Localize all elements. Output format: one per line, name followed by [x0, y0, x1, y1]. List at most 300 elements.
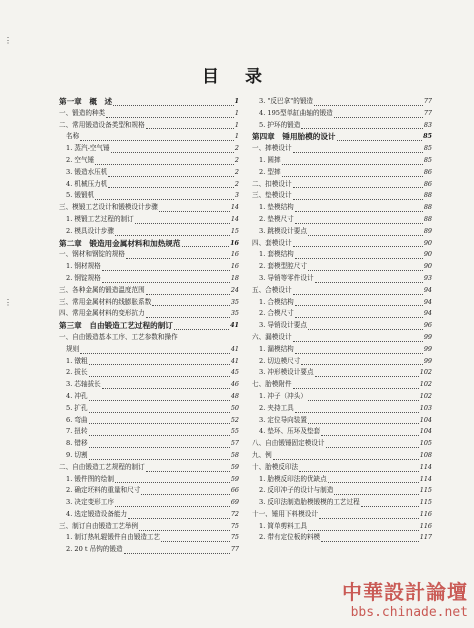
toc-entry-title: 2. 反印冲子的设计与制造 — [259, 486, 334, 495]
toc-entry-page: 59 — [230, 462, 239, 471]
toc-entry-title: 4. 冲孔 — [66, 391, 88, 400]
toc-entry-page: 16 — [230, 238, 239, 247]
leader-dots — [295, 251, 423, 259]
toc-entry-page: 16 — [230, 250, 239, 259]
toc-entry-title: 1. 圆摔 — [259, 155, 281, 164]
toc-entry-page: 86 — [423, 179, 432, 188]
toc-entry-title: 2. 夹持工具 — [259, 403, 294, 412]
toc-entry-page: 108 — [419, 450, 432, 459]
toc-entry-page: 46 — [230, 380, 239, 389]
leader-dots — [95, 192, 234, 200]
toc-entry-title: 5. 锻锻机 — [66, 191, 95, 200]
toc-chapter-entry — [59, 238, 239, 250]
toc-entry-title: 1. 镦粗 — [66, 356, 88, 365]
toc-entry — [252, 426, 432, 438]
toc-entry — [252, 167, 432, 179]
toc-entry-title: 4. 机械压力机 — [66, 179, 108, 188]
leader-dots — [89, 428, 230, 436]
toc-entry-title: 1. 锻件图的绘制 — [66, 474, 114, 483]
toc-entry-title: 7. 扭转 — [66, 427, 88, 436]
leader-dots — [102, 263, 230, 271]
leader-dots — [89, 452, 230, 460]
toc-entry-title: 1. 合模结构 — [259, 297, 294, 306]
margin-mark-middle: ⋮ — [4, 298, 12, 307]
toc-entry-page: 48 — [230, 391, 239, 400]
toc-entry-title: 3. 跳模设计要点 — [259, 226, 307, 235]
leader-dots — [295, 204, 423, 212]
leader-dots — [273, 452, 419, 460]
leader-dots — [293, 192, 423, 200]
leader-dots — [295, 346, 423, 354]
toc-entry — [252, 120, 432, 132]
toc-entry-title: 八、自由锻锤固定模设计 — [252, 439, 325, 448]
toc-entry-title: 十一、锤用下料模设计 — [252, 509, 318, 518]
toc-entry-page: 85 — [423, 155, 432, 164]
toc-entry — [252, 214, 432, 226]
leader-dots — [301, 357, 423, 365]
toc-entry — [59, 143, 239, 155]
leader-dots — [337, 133, 423, 141]
toc-entry-title: 十、胎模反印法 — [252, 462, 299, 471]
toc-entry — [59, 108, 239, 120]
toc-entry-page: 41 — [230, 321, 239, 330]
toc-entry — [252, 509, 432, 521]
leader-dots — [89, 357, 230, 365]
toc-entry — [252, 391, 432, 403]
leader-dots — [321, 534, 419, 542]
toc-entry-page: 50 — [230, 403, 239, 412]
toc-entry-page: 88 — [423, 203, 432, 212]
toc-column-right — [252, 96, 432, 544]
toc-entry — [252, 379, 432, 391]
toc-entry-title: 3. 导销设计要点 — [259, 321, 307, 330]
toc-entry-page: 41 — [230, 344, 239, 353]
toc-entry-title: 2. 20 t 吊钩的锻造 — [66, 545, 123, 554]
toc-entry-title: 2. 空气锤 — [66, 155, 95, 164]
toc-entry-title: 8. 错移 — [66, 439, 88, 448]
toc-entry-title: 第一章 概 述 — [59, 97, 113, 106]
toc-entry — [252, 532, 432, 544]
leader-dots — [293, 334, 423, 342]
leader-dots — [361, 499, 419, 507]
toc-entry-title: 3. 导销等零件设计 — [259, 273, 314, 282]
leader-dots — [308, 523, 419, 531]
toc-entry-title: 一、钢材和钢锭的规格 — [59, 250, 125, 259]
toc-entry-page: 35 — [230, 309, 239, 318]
leader-dots — [321, 428, 419, 436]
leader-dots — [161, 534, 230, 542]
toc-entry-page: 104 — [419, 427, 432, 436]
margin-mark-top: ⋮ — [4, 36, 12, 45]
toc-chapter-entry — [252, 131, 432, 143]
watermark-url: bbs.chinade.net — [350, 605, 468, 620]
toc-entry — [252, 356, 432, 368]
toc-entry-page: 96 — [423, 321, 432, 330]
toc-entry-title: 一、摔模设计 — [252, 144, 292, 153]
toc-entry-page: 105 — [419, 439, 432, 448]
toc-entry-page: 14 — [230, 214, 239, 223]
toc-entry — [59, 249, 239, 261]
toc-entry-page: 1 — [234, 108, 239, 117]
toc-entry-page: 83 — [423, 120, 432, 129]
toc-entry-title: 一、自由锻造基本工序、工艺参数和操作 — [59, 332, 178, 341]
toc-entry-page: 115 — [419, 486, 432, 495]
toc-entry — [252, 96, 432, 108]
toc-entry-page: 94 — [423, 309, 432, 318]
toc-entry-page: 75 — [230, 521, 239, 530]
toc-entry — [59, 297, 239, 309]
toc-entry-title: 三、模锻工艺设计和锻模设计步骤 — [59, 203, 158, 212]
toc-entry-title: 2. 确定坯料的重量和尺寸 — [66, 486, 141, 495]
toc-entry-title: 二、常用锻造设备类型和规格 — [59, 120, 145, 129]
toc-entry-page: 89 — [423, 226, 432, 235]
toc-entry-title: 第四章 锤用胎模的设计 — [252, 132, 336, 142]
toc-entry-title: 2. 套模型腔尺寸 — [259, 262, 307, 271]
toc-entry-title: 一、锻造的种类 — [59, 108, 106, 117]
toc-entry — [59, 497, 239, 509]
toc-entry — [59, 131, 239, 143]
leader-dots — [106, 110, 234, 118]
toc-entry-title: 2. 型摔 — [259, 167, 281, 176]
toc-entry-title: 三、常用金属材料的线膨胀系数 — [59, 297, 152, 306]
toc-entry — [59, 308, 239, 320]
toc-entry-page: 35 — [230, 297, 239, 306]
toc-entry — [59, 190, 239, 202]
leader-dots — [146, 121, 234, 129]
toc-entry — [59, 356, 239, 368]
toc-entry-page: 90 — [423, 262, 432, 271]
toc-entry-page: 117 — [419, 533, 432, 542]
toc-entry-page: 115 — [419, 498, 432, 507]
toc-entry — [252, 450, 432, 462]
toc-entry-title: 2. 带有定位板的料模 — [259, 533, 321, 542]
toc-entry-page: 2 — [234, 155, 239, 164]
leader-dots — [89, 416, 230, 424]
toc-entry-title: 1. 蒸汽-空气锤 — [66, 144, 110, 153]
toc-entry-title: 2. 垫模尺寸 — [259, 214, 294, 223]
leader-dots — [308, 393, 419, 401]
toc-entry-title: 5. 扩孔 — [66, 403, 88, 412]
toc-entry-title: 9. 切割 — [66, 450, 88, 459]
toc-entry — [252, 273, 432, 285]
toc-entry — [59, 462, 239, 474]
toc-entry — [59, 179, 239, 191]
toc-entry — [59, 344, 239, 356]
toc-entry-title: 2. 拔长 — [66, 368, 88, 377]
toc-entry-title: 六、漏模设计 — [252, 332, 292, 341]
toc-entry — [252, 238, 432, 250]
leader-dots — [80, 133, 234, 141]
toc-entry-page: 103 — [419, 403, 432, 412]
leader-dots — [113, 98, 233, 106]
toc-entry-title: 第二章 锻造用金属材料和加热规范 — [59, 238, 181, 248]
toc-entry-page: 57 — [230, 439, 239, 448]
toc-entry — [59, 474, 239, 486]
leader-dots — [308, 322, 423, 330]
toc-entry — [59, 285, 239, 297]
toc-entry-title: 七、胎模附件 — [252, 380, 292, 389]
leader-dots — [328, 475, 419, 483]
watermark — [342, 576, 468, 620]
toc-entry — [59, 120, 239, 132]
toc-entry — [59, 167, 239, 179]
toc-entry-page: 55 — [230, 427, 239, 436]
page-title: 目 录 — [202, 67, 272, 87]
leader-dots — [126, 251, 230, 259]
toc-entry-title: 6. 弯曲 — [66, 415, 88, 424]
toc-entry-title: 4. 195型单缸曲轴的锻造 — [259, 108, 333, 117]
leader-dots — [293, 287, 423, 295]
toc-entry — [59, 438, 239, 450]
toc-entry-page: 99 — [423, 344, 432, 353]
toc-entry-page: 102 — [419, 368, 432, 377]
toc-entry-page: 77 — [423, 97, 432, 105]
toc-entry-page: 102 — [419, 380, 432, 389]
leader-dots — [282, 169, 423, 177]
toc-entry — [59, 214, 239, 226]
toc-entry — [59, 532, 239, 544]
toc-entry-title: 4. 选定锻造设备能力 — [66, 509, 128, 518]
toc-entry-title: 二、自由锻造工艺规程的制订 — [59, 462, 145, 471]
leader-dots — [135, 216, 230, 224]
leader-dots — [102, 275, 230, 283]
toc-entry-title: 名称 — [66, 132, 80, 141]
leader-dots — [115, 499, 230, 507]
toc-entry-page: 41 — [230, 356, 239, 365]
toc-entry-title: 1. 垫模结构 — [259, 203, 294, 212]
leader-dots — [159, 204, 230, 212]
leader-dots — [293, 145, 423, 153]
toc-entry — [252, 403, 432, 415]
leader-dots — [299, 464, 419, 472]
watermark-name: 中華設計論壇 — [342, 580, 468, 604]
leader-dots — [295, 298, 423, 306]
leader-dots — [315, 275, 423, 283]
toc-entry-page: 66 — [230, 486, 239, 495]
toc-entry-page: 116 — [419, 521, 432, 530]
toc-entry — [252, 297, 432, 309]
leader-dots — [295, 310, 423, 318]
toc-entry — [59, 391, 239, 403]
toc-entry — [59, 379, 239, 391]
leader-dots — [141, 487, 230, 495]
toc-entry — [59, 226, 239, 238]
toc-entry-page: 114 — [419, 462, 432, 471]
toc-entry-title: 1. 模锻工艺过程的制订 — [66, 214, 134, 223]
toc-entry-title: 3. 决定变形工序 — [66, 498, 114, 507]
toc-entry-title: 三、制订自由锻造工艺举例 — [59, 521, 139, 530]
toc-entry-page: 69 — [230, 498, 239, 507]
toc-entry-page: 85 — [423, 132, 432, 141]
toc-entry-page: 52 — [230, 415, 239, 424]
toc-entry — [59, 450, 239, 462]
toc-entry-page: 2 — [234, 167, 239, 176]
leader-dots — [182, 239, 230, 247]
toc-entry-page: 85 — [423, 144, 432, 153]
toc-entry-page: 94 — [423, 285, 432, 294]
leader-dots — [334, 110, 423, 118]
toc-entry-page: 114 — [419, 474, 432, 483]
toc-entry-page: 75 — [230, 533, 239, 542]
toc-entry — [252, 367, 432, 379]
toc-entry-title: 3. 冲形模设计要点 — [259, 368, 314, 377]
toc-entry-page: 16 — [230, 262, 239, 271]
toc-entry — [252, 155, 432, 167]
toc-entry-page: 1 — [234, 132, 239, 141]
toc-entry-page: 88 — [423, 214, 432, 223]
toc-entry-title: 1. 套模结构 — [259, 250, 294, 259]
toc-entry — [252, 332, 432, 344]
toc-entry-title: 1. 胎模反印法的优缺点 — [259, 474, 327, 483]
toc-entry-page: 59 — [230, 474, 239, 483]
leader-dots — [128, 511, 230, 519]
leader-dots — [308, 228, 423, 236]
toc-entry — [252, 226, 432, 238]
toc-entry-page: 45 — [230, 368, 239, 377]
toc-entry-title: 九、例 — [252, 450, 272, 459]
toc-entry-page: 1 — [234, 120, 239, 129]
leader-dots — [293, 239, 423, 247]
leader-dots — [108, 180, 234, 188]
toc-entry-page: 24 — [230, 285, 239, 294]
toc-entry-title: 3. 芯轴拔长 — [66, 380, 101, 389]
toc-entry — [252, 285, 432, 297]
toc-entry-page: 99 — [423, 356, 432, 365]
toc-entry-title: 规则 — [66, 344, 80, 353]
toc-entry-title: 3. "反巴拿"的锻造 — [259, 97, 314, 105]
toc-entry-page: 90 — [423, 238, 432, 247]
toc-entry — [59, 509, 239, 521]
toc-entry-title: 三、各种金属的锻造温度范围 — [59, 285, 145, 294]
leader-dots — [95, 157, 234, 165]
leader-dots — [102, 381, 230, 389]
toc-entry-page: 102 — [419, 391, 432, 400]
leader-dots — [295, 216, 423, 224]
toc-entry-page: 15 — [230, 226, 239, 235]
toc-entry — [59, 202, 239, 214]
toc-entry-page: 90 — [423, 250, 432, 259]
toc-entry — [59, 521, 239, 533]
leader-dots — [152, 298, 230, 306]
leader-dots — [124, 546, 230, 554]
toc-entry-title: 4. 垫环、压环及垫套 — [259, 427, 321, 436]
toc-entry-title: 5. 护环的锻造 — [259, 120, 301, 129]
toc-entry-page: 94 — [423, 297, 432, 306]
toc-entry — [59, 332, 239, 344]
toc-chapter-entry — [59, 96, 239, 108]
leader-dots — [89, 369, 230, 377]
toc-entry — [252, 438, 432, 450]
leader-dots — [293, 381, 419, 389]
toc-entry-title: 四、常用金属材料的变形抗力 — [59, 309, 145, 318]
toc-entry-title: 二、扣模设计 — [252, 179, 292, 188]
toc-entry-page: 93 — [423, 273, 432, 282]
toc-entry-page: 2 — [234, 179, 239, 188]
toc-entry — [59, 261, 239, 273]
toc-entry-title: 四、套模设计 — [252, 238, 292, 247]
toc-entry — [252, 462, 432, 474]
toc-entry-page: 72 — [230, 509, 239, 518]
toc-entry — [252, 308, 432, 320]
leader-dots — [89, 393, 230, 401]
toc-entry-title: 第三章 自由锻造工艺过程的制订 — [59, 321, 173, 331]
toc-entry-page: 77 — [423, 108, 432, 117]
leader-dots — [146, 464, 230, 472]
leader-dots — [146, 310, 230, 318]
toc-entry-title: 2. 模具设计步骤 — [66, 226, 114, 235]
toc-entry-title: 2. 钢锭规格 — [66, 273, 101, 282]
toc-entry-page: 2 — [234, 144, 239, 153]
toc-entry — [252, 261, 432, 273]
toc-entry-page: 1 — [234, 97, 239, 105]
toc-entry-page: 104 — [419, 415, 432, 424]
leader-dots — [326, 440, 419, 448]
leader-dots — [179, 334, 238, 341]
toc-entry — [252, 474, 432, 486]
toc-entry — [252, 320, 432, 332]
toc-entry-title: 3. 反印法制造胎模锻模的工艺过程 — [259, 498, 360, 507]
leader-dots — [174, 322, 229, 330]
leader-dots — [334, 487, 418, 495]
toc-entry — [252, 190, 432, 202]
toc-entry-page: 86 — [423, 167, 432, 176]
toc-entry — [252, 497, 432, 509]
toc-entry — [252, 179, 432, 191]
toc-entry-title: 3. 定位导向装置 — [259, 415, 307, 424]
toc-entry-page: 14 — [230, 203, 239, 212]
leader-dots — [89, 405, 230, 413]
toc-entry-title: 1. 冲子（冲头） — [259, 391, 307, 400]
toc-entry-page: 88 — [423, 191, 432, 200]
leader-dots — [301, 121, 423, 129]
leader-dots — [115, 475, 230, 483]
leader-dots — [89, 440, 230, 448]
toc-entry-page: 99 — [423, 332, 432, 341]
leader-dots — [115, 228, 230, 236]
toc-entry-title: 2. 合模尺寸 — [259, 309, 294, 318]
toc-entry — [252, 485, 432, 497]
leader-dots — [308, 263, 423, 271]
toc-entry-page: 58 — [230, 450, 239, 459]
toc-entry-title: 1. 钢材规格 — [66, 262, 101, 271]
toc-entry-page: 3 — [234, 191, 239, 200]
toc-entry — [59, 155, 239, 167]
toc-entry-page: 77 — [230, 545, 239, 554]
leader-dots — [295, 405, 419, 413]
toc-entry-page: 116 — [419, 509, 432, 518]
toc-chapter-entry — [59, 320, 239, 332]
toc-entry — [59, 426, 239, 438]
toc-entry — [59, 367, 239, 379]
toc-entry-title: 1. 漏模结构 — [259, 344, 294, 353]
toc-entry — [59, 403, 239, 415]
toc-entry — [59, 273, 239, 285]
toc-entry — [252, 415, 432, 427]
toc-column-left — [59, 96, 239, 556]
toc-entry-title: 三、垫模设计 — [252, 191, 292, 200]
toc-entry-title: 3. 锻造水压机 — [66, 167, 108, 176]
leader-dots — [146, 287, 230, 295]
toc-entry-title: 1. 简单剪料工具 — [259, 521, 307, 530]
leader-dots — [293, 180, 423, 188]
toc-entry — [252, 202, 432, 214]
leader-dots — [308, 416, 419, 424]
toc-entry-title: 2. 切边模尺寸 — [259, 356, 301, 365]
toc-entry — [252, 344, 432, 356]
toc-entry-page: 18 — [230, 273, 239, 282]
leader-dots — [108, 169, 234, 177]
toc-entry — [252, 521, 432, 533]
